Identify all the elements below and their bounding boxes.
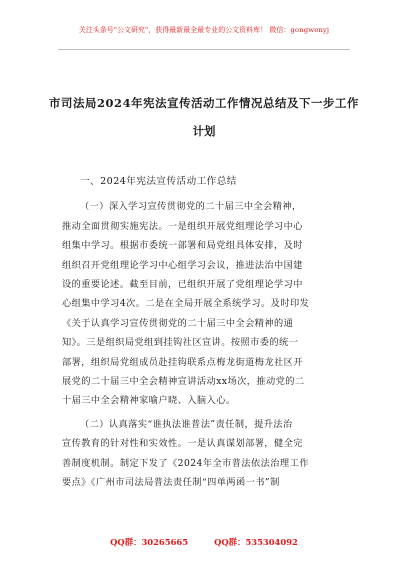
page-footer [0,536,408,548]
header-promo-note: 关注头条号"公文研究"，获得最新最全最专业的公文资料库！ 微信：gongwenyj [78,26,330,34]
paragraph-line: 设的重要论述。截至目前，已组织开展了党组理论学习中 [62,279,303,291]
section-heading: 一、2024年宪法宣传活动工作总结 [80,176,237,187]
document-title-line-2: 计划 [192,124,216,138]
paragraph-line: 宣传教育的针对性和实效性。一是认真谋划部署，健全完 [62,438,303,450]
paragraph-line: （二）认真落实“谁执法谁普法”责任制，提升法治 [80,418,293,430]
paragraph-line: 部署，组织局党组成员赴挂钩联系点梅龙街道梅龙社区开 [62,356,303,368]
document-body [62,172,352,493]
paragraph-line: 推动全面贯彻实施宪法。一是组织开展党组理论学习中心 [62,220,303,232]
paragraph-line: 知》。三是组织局党组到挂钩社区宣讲。按照市委的统一 [62,337,299,349]
page-header [0,0,408,60]
paragraph-line: 《关于认真学习宣传贯彻党的二十届三中全会精神的通 [62,317,294,329]
header-divider [58,49,350,50]
paragraph-line: 展党的二十届三中全会精神宣讲活动xx场次，推动党的二 [62,376,305,388]
paragraph-line: 要点》《广州市司法局普法责任制“四单两函一书”制 [62,477,280,489]
paragraph-2 [62,415,352,493]
paragraph-line: 组织召开党组理论学习中心组学习会议，推进法治中国建 [62,259,303,271]
paragraph-line: 十届三中全会精神家喻户晓、入脑入心。 [62,395,236,407]
paragraph-line: 组集中学习。根据市委统一部署和局党组具体安排，及时 [62,240,303,252]
document-title-line-1: 市司法局2024年宪法宣传活动工作情况总结及下一步工作 [49,96,359,110]
paragraph-line: 心组集中学习4次。二是在全局开展全系统学习。及时印发 [62,298,310,310]
paragraph-line: 善制度机制。制定下发了《2024年全市普法依法治理工作 [62,457,309,469]
paragraph-1 [62,197,352,410]
footer-qq-group-2: QQ群：535304092 [214,537,298,547]
paragraph-line: （一）深入学习宣传贯彻党的二十届三中全会精神， [80,201,302,213]
footer-qq-group-1: QQ群：30265665 [110,537,189,547]
